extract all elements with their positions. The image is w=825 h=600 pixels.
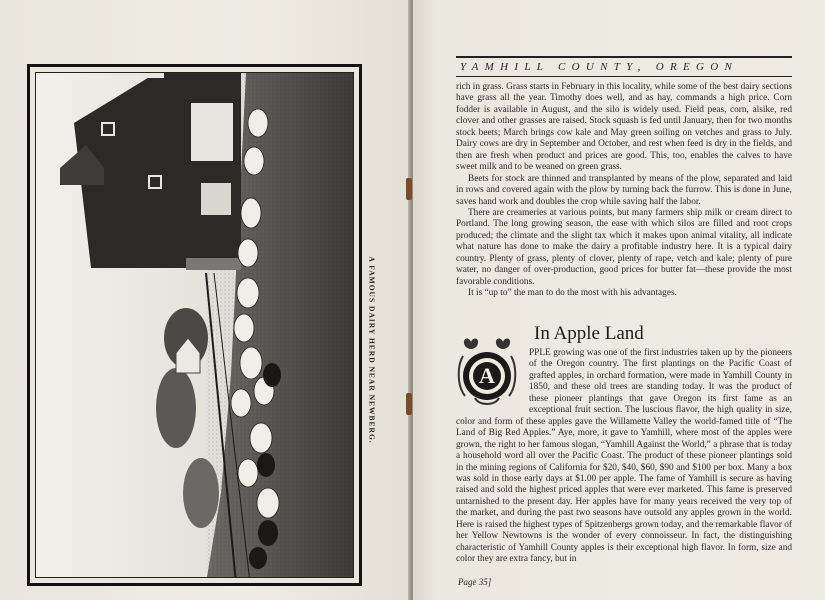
paragraph: Beets for stock are thinned and transplanted by means of the plow, separated and laid in rows and covered again with the plow by turning back the furrow. This is done in June, saves hand work and doubles the crop while saving half the labor. [456, 173, 792, 207]
photo-frame [27, 64, 362, 586]
paragraph: It is “up to” the man to do the most with his advantages. [468, 288, 677, 299]
paragraph: PPLE growing was one of the first industries taken up by the pioneers of the Oregon country. The first plantings on the Pacific Coast of grafted apples, in orchard formation, were made in Yamhill County in 1850, and these old trees are standing today. It was the product of these pioneer plantings that gave Oregon its first fame as an exceptional fruit section. The luscious flavor, the high quality in size, color and form of these apples gave the Willamette Valley the world-famed title of “The Land of Big Red Apples.” Aye, more, it gave to Yamhill, where most of the apples were grown, the right to her famous slogan, “Yamhill Against the World,” a phrase that is today a household word all over the Pacific Coast. The product of these pioneer plantings sold in the mining regions of California for $20, $40, $60, $90 and $100 per box. Many a box was sold in those early days at $1.00 per apple. The fame of Yamhill is secure as having raised and sold the highest priced apples that were ever marketed. This fame is preserved untarnished to the present day. Her apples have for many years received the very top of the market, and during the past two seasons have outsold any apples grown in the world. Here is raised the highest types of Spitzenbergs grown today, and the remarkable flavor of her Yellow Newtowns is the wonder of every connoisseur. In fact, the distinguishing characteristic of Yamhill County apples is their exceptional high flavor. In form, size and color they are extra fancy, but in [456, 348, 792, 565]
section-title: In Apple Land [534, 323, 644, 344]
page-number: Page 35] [458, 577, 492, 587]
header-rule-top [456, 56, 792, 58]
apple-text [456, 348, 792, 566]
initial-spacer [456, 348, 529, 411]
left-page [0, 0, 412, 600]
binding-stitch-top [406, 178, 412, 200]
paragraph: There are creameries at various points, but many farmers ship milk or cream direct to Portland. The long growing season, the ease with which silos are filled and root crops produced; the climate and the slight tax which it makes upon animal vitality, all indicate what nature has done to make the dairy a profitable industry here. It is a typical dairy country. Plenty of grass, plenty of clover, plenty of rape, vetch and kale; plenty of pure water, no danger of over-production, good prices for butter fat—these provide the most favorable conditions. [456, 207, 792, 287]
dairy-text [456, 82, 792, 300]
binding-stitch-bottom [406, 393, 412, 415]
header-rule-bottom [456, 76, 792, 77]
dairy-herd-photo [35, 72, 354, 578]
barn-and-cows-image [36, 73, 354, 578]
photo-caption [364, 230, 380, 470]
running-head: YAMHILL COUNTY, OREGON [460, 61, 739, 73]
paragraph: rich in grass. Grass starts in February in this locality, while some of the best dairy sections have grass all the year. Timothy does well, and as hay, commands a high price. Corn fodder is available in August, and the silo is widely used. Field peas, corn, alsike, red clover and other grasses are raised. Stock squash is fed until January, then for two months stock beets; March brings cow kale and May green soiling on vetches and grass to July. Dairy cows are dry in September and October, and rest when feed is dry in the fields, and then are fresh when product and prices are good. This, too, enables the calves to have sweet milk and to be weaned on green grass. [456, 82, 792, 173]
initial-letter: A [479, 363, 495, 388]
caption-text: A FAMOUS DAIRY HERD NEAR NEWBERG. [367, 256, 377, 444]
